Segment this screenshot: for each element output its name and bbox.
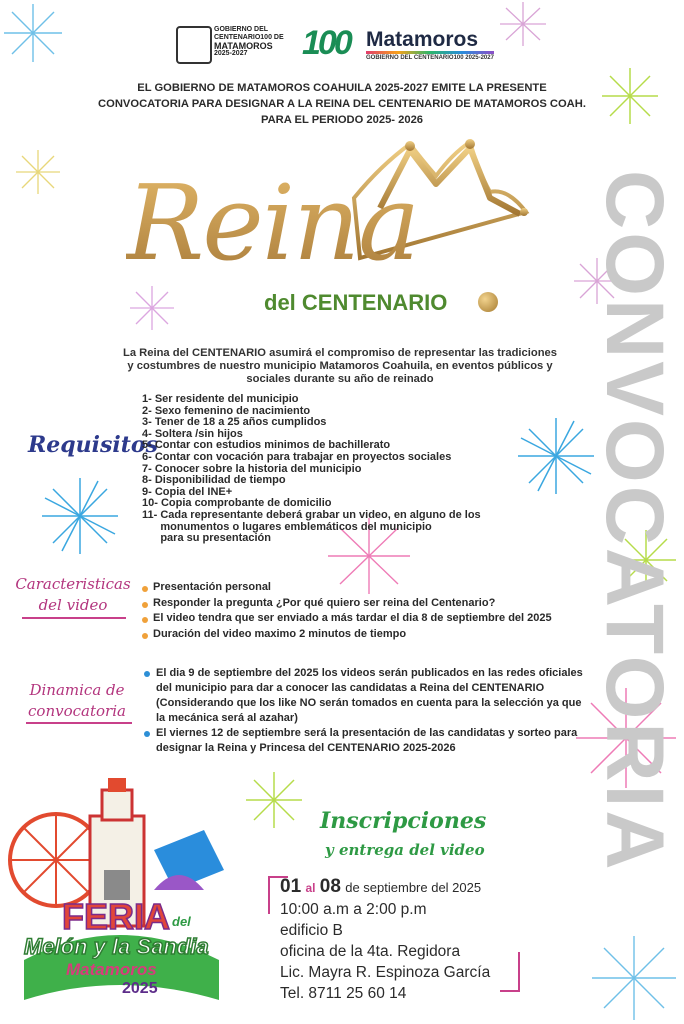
list-item: 11- Cada representante deberá grabar un video, en alguno de los: [142, 508, 481, 521]
logo-text: 2025-2027: [214, 50, 248, 57]
label-line: Caracteristicas: [15, 575, 131, 593]
list-item: Duración del video maximo 2 minutos de tiempo: [140, 627, 610, 643]
feria-del: del: [172, 914, 191, 929]
caracteristicas-label: [12, 574, 134, 616]
side-title: [589, 170, 683, 930]
firework-decoration: [40, 476, 120, 556]
inscripciones-title: Inscripciones: [320, 808, 487, 834]
requisitos-label: Requisitos: [28, 432, 158, 458]
list-item: 8- Disponibilidad de tiempo: [142, 474, 286, 487]
list-item: El video tendra que ser enviado a más tardar el dia 8 de septiembre del 2025: [140, 611, 610, 627]
firework-decoration: [2, 2, 64, 64]
intro-line: EL GOBIERNO DE MATAMOROS COAHUILA 2025-2027 EMITE LA PRESENTE: [137, 82, 547, 94]
caracteristicas-list: [140, 580, 610, 642]
list-item: monumentos o lugares emblemáticos del municipio: [142, 520, 432, 533]
feria-word: FERIA: [62, 896, 170, 937]
logo-text: CENTENARIO100 DE: [214, 34, 284, 41]
firework-decoration: [14, 148, 62, 196]
gobierno-logo: [176, 24, 286, 64]
logo-text: MATAMOROS: [214, 41, 273, 51]
inscripciones-details: [280, 876, 490, 1004]
color-bar: [366, 51, 494, 54]
detail-line: Tel. 8711 25 60 14: [280, 985, 407, 1002]
description-line: y costumbres de nuestro municipio Matamoros Coahuila, en eventos públicos y: [127, 360, 553, 372]
dinamica-label: [18, 680, 136, 722]
firework-decoration: [498, 2, 548, 46]
list-item: 4- Soltera /sin hijos: [142, 427, 243, 440]
title-reina: Reina: [126, 162, 419, 284]
date-rest: de septiembre del 2025: [345, 880, 482, 895]
list-item: 1- Ser residente del municipio: [142, 393, 299, 405]
list-item: Presentación personal: [140, 580, 610, 596]
centenario-name: Matamoros: [366, 28, 479, 51]
list-item: 5- Contar con estudios minimos de bachillerato: [142, 439, 391, 452]
feria-city: Matamoros: [66, 960, 157, 979]
list-item: 9- Copia del INE+: [142, 485, 233, 498]
list-item: para su presentación: [142, 532, 271, 545]
date-start: 01: [280, 876, 302, 897]
feria-year: 2025: [122, 980, 158, 997]
divider: [22, 617, 126, 619]
title-subtitle: del CENTENARIO: [264, 290, 448, 315]
intro-header: [20, 80, 664, 128]
centenario-subtitle: GOBIERNO DEL CENTENARIO100 2025-2027: [366, 55, 494, 61]
firework-decoration: [128, 284, 176, 332]
detail-line: Lic. Mayra R. Espinoza García: [280, 964, 491, 981]
label-line: Dinamica de: [29, 681, 125, 699]
detail-line: oficina de la 4ta. Regidora: [280, 943, 461, 960]
intro-line: CONVOCATORIA PARA DESIGNAR A LA REINA DEL CENTENARIO DE MATAMOROS COAH.: [98, 98, 586, 110]
list-item: 10- Copia comprobante de domicilio: [142, 497, 332, 510]
label-line: convocatoria: [28, 702, 126, 720]
label-line: del video: [38, 596, 108, 614]
date-line: [280, 876, 490, 899]
date-end: 08: [319, 876, 341, 897]
description-line: sociales durante su año de reinado: [246, 373, 434, 385]
list-item: 6- Contar con vocación para trabajar en proyectos sociales: [142, 450, 452, 463]
description: [60, 347, 620, 386]
side-title-text: CONVOCATORIA: [589, 170, 680, 873]
coin-icon: [478, 292, 498, 312]
intro-line: PARA EL PERIODO 2025- 2026: [260, 114, 424, 126]
list-item: Responder la pregunta ¿Por qué quiero ser reina del Centenario?: [140, 596, 610, 612]
firework-decoration: [590, 934, 678, 1022]
feria-melon: Melón y la Sandia: [24, 934, 209, 959]
date-al: al: [305, 881, 316, 895]
detail-line: edificio B: [280, 922, 343, 939]
list-item: El viernes 12 de septiembre será la presentación de las candidatas y sorteo para designar la Reina y Princesa del CENTENARIO 2025-2026: [142, 726, 592, 756]
inscripciones-subtitle: y entrega del video: [325, 841, 485, 859]
list-item: 7- Conocer sobre la historia del municipio: [142, 462, 362, 475]
firework-decoration: [244, 770, 304, 830]
requisitos-list: [142, 394, 582, 545]
list-item: 2- Sexo femenino de nacimiento: [142, 404, 311, 417]
dinamica-list: [142, 666, 592, 756]
centenario-number: 100: [302, 24, 350, 62]
description-line: La Reina del CENTENARIO asumirá el compromiso de representar las tradiciones: [123, 347, 557, 359]
coat-of-arms-icon: [176, 26, 212, 64]
divider: [26, 722, 132, 724]
logo-text: GOBIERNO DEL: [214, 26, 269, 33]
list-item: 3- Tener de 18 a 25 años cumplidos: [142, 416, 327, 429]
centenario-logo: [302, 22, 502, 68]
detail-line: 10:00 a.m a 2:00 p.m: [280, 901, 427, 918]
list-item: El dia 9 de septiembre del 2025 los videos serán publicados en las redes oficiales del municipio para dar a conocer las candidatas a Reina del CENTENARIO (Considerando que los like NO serán tomados en cuenta para la selección ya que la mecánica será al azahar): [142, 666, 592, 726]
